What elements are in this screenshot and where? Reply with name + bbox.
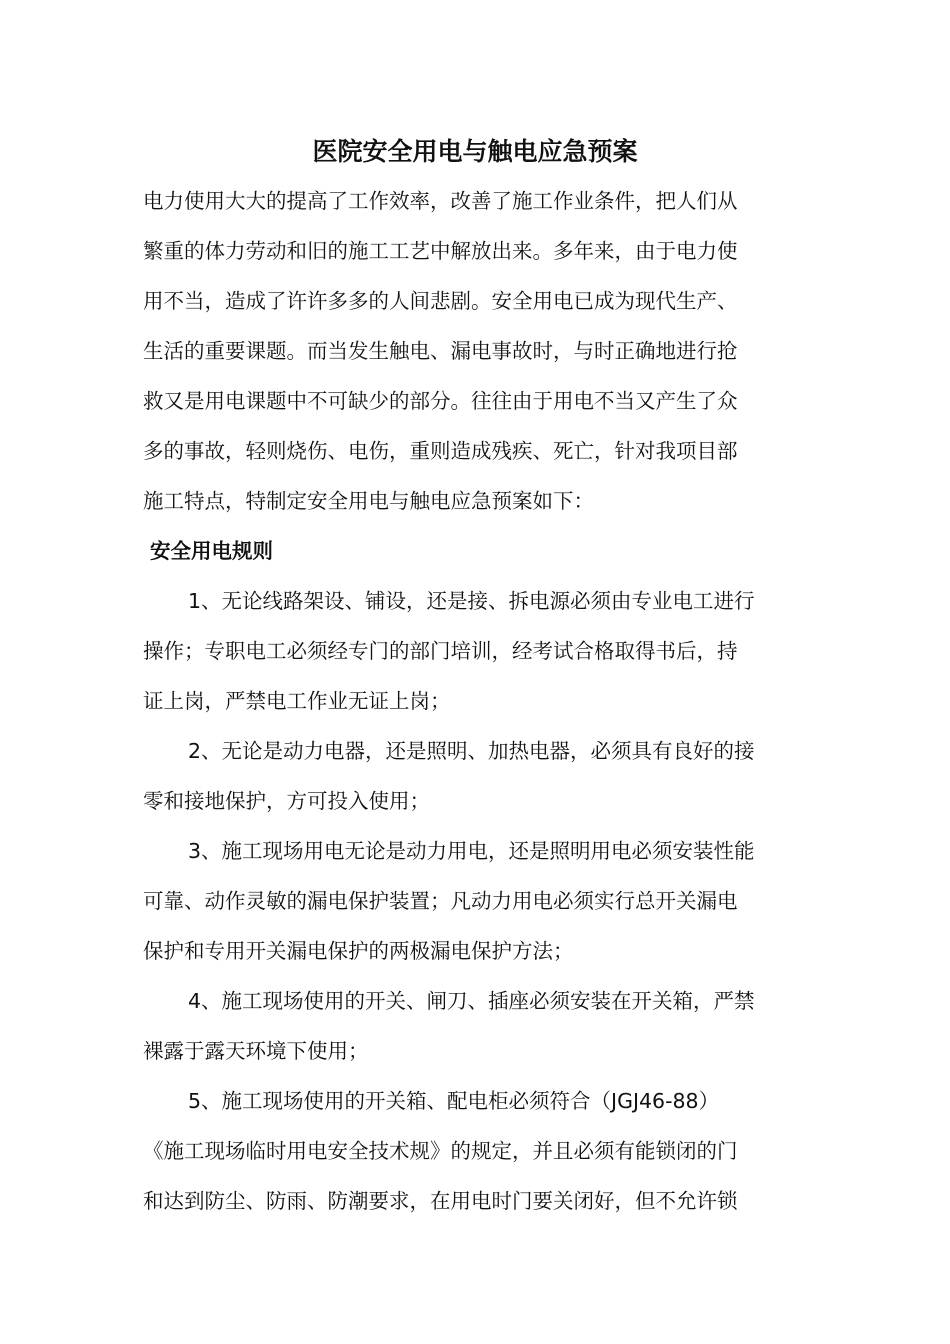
rule-line-4: 2、无论是动力电器，还是照明、加热电器，必须具有良好的接 [188,739,755,763]
intro-line-5: 救又是用电课题中不可缺少的部分。往往由于用电不当又产生了众 [143,389,738,413]
intro-line-4: 生活的重要课题。而当发生触电、漏电事故时，与时正确地进行抢 [143,339,738,363]
section-heading: 安全用电规则 [150,539,273,563]
rule-line-6: 3、施工现场用电无论是动力用电，还是照明用电必须安装性能 [188,839,755,863]
rule-line-8: 保护和专用开关漏电保护的两极漏电保护方法； [143,939,574,963]
intro-line-2: 繁重的体力劳动和旧的施工工艺中解放出来。多年来，由于电力使 [143,239,738,263]
rule-line-10: 裸露于露天环境下使用； [143,1039,369,1063]
rule-line-7: 可靠、动作灵敏的漏电保护装置；凡动力用电必须实行总开关漏电 [143,889,738,913]
rule-line-2: 操作；专职电工必须经专门的部门培训，经考试合格取得书后，持 [143,639,738,663]
rule-line-12: 《施工现场临时用电安全技术规》的规定，并且必须有能锁闭的门 [143,1139,738,1163]
rule-line-1: 1、无论线路架设、铺设，还是接、拆电源必须由专业电工进行 [188,589,755,613]
rule-line-13: 和达到防尘、防雨、防潮要求，在用电时门要关闭好，但不允许锁 [143,1189,738,1213]
intro-line-1: 电力使用大大的提高了工作效率，改善了施工作业条件，把人们从 [143,189,738,213]
rule-line-5: 零和接地保护，方可投入使用； [143,789,430,813]
intro-line-3: 用不当，造成了许许多多的人间悲剧。安全用电已成为现代生产、 [143,289,738,313]
rule-line-9: 4、施工现场使用的开关、闸刀、插座必须安装在开关箱，严禁 [188,989,755,1013]
rule-line-11: 5、施工现场使用的开关箱、配电柜必须符合（JGJ46-88） [188,1089,720,1113]
rule-line-3: 证上岗，严禁电工作业无证上岗； [143,689,451,713]
intro-line-7: 施工特点，特制定安全用电与触电应急预案如下： [143,489,594,513]
document-title: 医院安全用电与触电应急预案 [312,137,638,166]
intro-line-6: 多的事故，轻则烧伤、电伤，重则造成残疾、死亡，针对我项目部 [143,439,738,463]
